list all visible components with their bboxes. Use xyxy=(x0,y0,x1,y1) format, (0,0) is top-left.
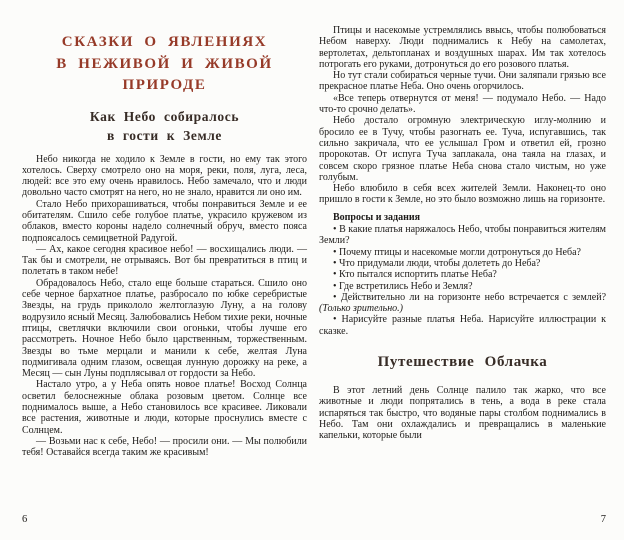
question-text: Кто пытался испортить платье Неба? xyxy=(339,269,497,281)
next-story-title: Путешествие Облачка xyxy=(377,354,548,371)
question-text: Что придумали люди, чтобы долететь до Неба? xyxy=(339,257,541,269)
paragraph: Небо никогда не ходило к Земле в гости, но ему так этого хотелось. Сверху смотрело оно на моря, реки, поля, луга, леса, людей: все это ему очень нравилось. Небо замечало, что и люди довольно часто смотрят на него, но не знало, нравится ли оно им. xyxy=(22,153,307,199)
question-item xyxy=(319,281,606,292)
question-item xyxy=(319,224,606,247)
question-item xyxy=(319,314,606,337)
question-text: Нарисуйте разные платья Неба. Нарисуйте иллюстрации к сказке. xyxy=(319,314,607,337)
paragraph: Небо влюбило в себя всех жителей Земли. Наконец-то оно пришло в гости к Земле, но это было возможно лишь на горизонте. xyxy=(319,183,606,206)
story-title-line-2: в гости к Земле xyxy=(106,128,223,143)
section-title xyxy=(22,32,307,97)
story-title xyxy=(22,107,307,146)
left-page-body xyxy=(22,154,307,459)
questions-heading: Вопросы и задания xyxy=(333,211,421,223)
question-item xyxy=(319,247,606,258)
bullet: • xyxy=(333,246,337,258)
questions-list xyxy=(319,224,606,337)
paragraph: — Возьми нас к себе, Небо! — просили они. — Мы полюбили тебя! Оставайся всегда таким же красивым! xyxy=(22,435,307,459)
bullet: • xyxy=(333,224,337,236)
paragraph: Обрадовалось Небо, стало еще больше стараться. Сшило оно себе черное бархатное платье, разбросало по юбке серебристые Звезды, на грудь прикололо желтоглазую Луну, а на голову водрузило ясный Месяц. Залюбовались Небом тихие реки, ночные птицы, светлячки включили свои огоньки, чтобы лучше его рассмотреть. Ночное Небо было царственным, торжественным. Звезды во тьме мерцали и манили к себе, желтая Луна подмигивала одним глазом, освещая лунную дорожку на реке, а Месяц — сын Луны подплясывал от гордости за Небо. xyxy=(22,277,307,380)
question-item xyxy=(319,258,606,269)
section-title-line-3: ПРИРОДЕ xyxy=(122,77,207,93)
story-title-line-1: Как Небо собиралось xyxy=(89,108,240,124)
question-item xyxy=(319,292,606,315)
paragraph: Птицы и насекомые устремлялись ввысь, чтобы полюбоваться Небом наверху. Люди поднимались к Небу на самолетах, вертолетах, дельтопланах и воздушных шарах. Им так хотелось потрогать его руками, дотронуться до его розового платья. xyxy=(319,25,606,70)
paragraph: Настало утро, а у Неба опять новое платье! Восход Солнца осветил белоснежные облака розовым цветом. Солнце все поднималось выше, а Небо становилось все красивее. Ликовали все растения, животные и люди, которые проснулись вместе с Солнцем. xyxy=(22,379,307,436)
right-page xyxy=(319,0,606,540)
paragraph: Но тут стали собираться черные тучи. Они заляпали грязью все прекрасное платье Неба. Оно очень огорчилось. xyxy=(319,70,606,93)
paragraph: Небо достало огромную электрическую иглу-молнию и бросило ее в Тучу, чтобы разогнать ее. Туча, испугавшись, так сильно закричала, что ее услышал Гром и ответил ей, грозно пророкотав. От испуга Туча заплакала, она таяла на глазах, и совсем скоро грязное платье Неба снова стало чистым, но уже голубым. xyxy=(319,115,606,183)
bullet: • xyxy=(333,291,337,303)
bullet: • xyxy=(333,280,337,292)
question-note: (Только зрительно.) xyxy=(319,303,404,315)
question-text: Почему птицы и насекомые могли дотронуться до Неба? xyxy=(339,246,581,258)
paragraph: В этот летний день Солнце палило так жарко, что все животные и люди попрятались в тень, а вода в реке стала испаряться так быстро, что водяные пары столбом поднимались в Небо. Там они охлаждались и превращались в маленькие капельки, которые были xyxy=(319,385,606,442)
question-text: Действительно ли на горизонте небо встречается с землей? xyxy=(340,291,607,303)
page-number-left: 6 xyxy=(22,514,28,525)
question-item xyxy=(319,269,606,280)
page-number-right: 7 xyxy=(600,514,606,525)
question-text: Где встретились Небо и Земля? xyxy=(339,280,473,292)
right-page-body xyxy=(319,25,606,206)
section-title-line-1: СКАЗКИ О ЯВЛЕНИЯХ xyxy=(61,34,268,50)
paragraph: Стало Небо прихорашиваться, чтобы понравиться Земле и ее обитателям. Сшило себе голубое платье, украсило кружевом из облаков, вместо короны надело солнечный обруч, вместо пояса подпоясалось семицветной Радугой. xyxy=(22,198,307,244)
question-text: В какие платья наряжалось Небо, чтобы понравиться жителям Земли? xyxy=(319,224,607,247)
next-story-body xyxy=(319,385,606,441)
paragraph: «Все теперь отвернутся от меня! — подумало Небо. — Надо что-то срочно делать». xyxy=(319,92,606,116)
left-page xyxy=(22,0,307,540)
bullet: • xyxy=(333,269,337,281)
bullet: • xyxy=(333,257,337,269)
paragraph: — Ах, какое сегодня красивое небо! — восхищались люди. — Так бы и смотрели, не отрываясь. Вот бы превратиться в птиц и полетать в таком небе! xyxy=(22,243,307,278)
section-title-line-2: В НЕЖИВОЙ И ЖИВОЙ xyxy=(56,55,273,72)
bullet: • xyxy=(333,314,337,326)
